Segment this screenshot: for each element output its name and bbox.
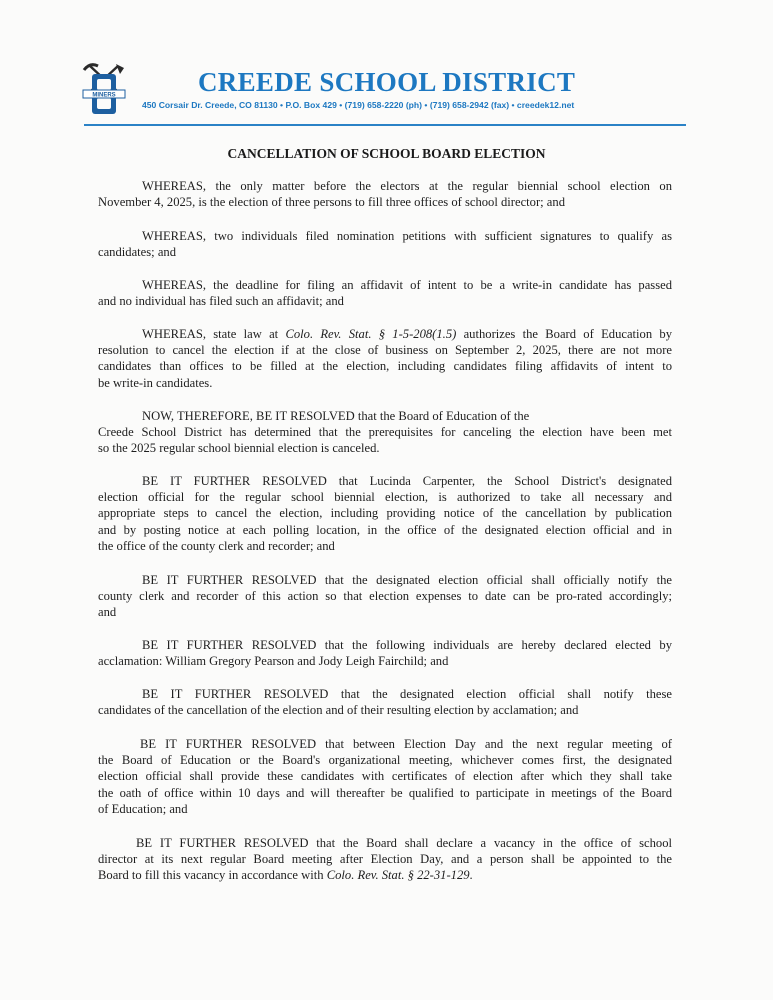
text-line: BE IT FURTHER RESOLVED that the Board shall declare a vacancy in the office of school xyxy=(136,836,672,850)
text-line: WHEREAS, the deadline for filing an affidavit of intent to be a write-in candidate has passed xyxy=(142,278,672,292)
text-line: candidates of the cancellation of the election and of their resulting election by acclamation; and xyxy=(98,703,579,718)
paragraph-further-6 xyxy=(98,835,672,884)
paragraph-resolved xyxy=(98,408,672,457)
paragraph-further-5 xyxy=(98,736,672,817)
contact-line: 450 Corsair Dr. Creede, CO 81130 • P.O. Box 429 • (719) 658-2220 (ph) • (719) 658-2942 (fax) • creedek12.net xyxy=(142,100,575,110)
text-line: BE IT FURTHER RESOLVED that between Election Day and the next regular meeting of xyxy=(140,737,672,751)
text-line: election official for the regular school biennial election, is authorized to take all necessary and xyxy=(98,490,672,505)
paragraph-further-4 xyxy=(98,686,672,718)
text-line: county clerk and recorder of this action so that election expenses to date can be pro-rated accordingly; xyxy=(98,589,672,604)
paragraph-whereas-3 xyxy=(98,277,672,309)
text-line xyxy=(98,244,672,260)
logo-text: MINERS xyxy=(92,92,116,99)
text-line: election official shall provide these candidates with certificates of election after which they shall take xyxy=(98,769,672,784)
text-line xyxy=(98,326,672,342)
page-title: CANCELLATION OF SCHOOL BOARD ELECTION xyxy=(227,146,546,161)
text-line: the office of the county clerk and recorder; and xyxy=(98,538,335,553)
text-line: so the 2025 regular school biennial election is canceled. xyxy=(98,441,380,456)
paragraph-whereas-2 xyxy=(98,228,672,260)
text-line: BE IT FURTHER RESOLVED that the following individuals are hereby declared elected by xyxy=(142,638,672,652)
paragraph-further-3 xyxy=(98,637,672,669)
text-fragment: . xyxy=(469,868,473,883)
text-line: BE IT FURTHER RESOLVED that the designated election official shall notify these xyxy=(142,687,672,701)
paragraph-further-2 xyxy=(98,572,672,621)
text-line: candidates than offices to be filled at the election, including candidates filing affidavits of intent to xyxy=(98,359,672,374)
text-line: WHEREAS, two individuals filed nomination petitions with sufficient signatures to qualify as xyxy=(142,229,672,243)
paragraph-whereas-1 xyxy=(98,178,672,210)
text-line: and xyxy=(98,605,117,620)
text-fragment: WHEREAS, state law at xyxy=(142,327,286,341)
text-line: appropriate steps to cancel the election, including providing notice of the cancellation by publication xyxy=(98,506,672,521)
text-line: be write-in candidates. xyxy=(98,375,213,390)
text-line: and by posting notice at each polling location, in the office of the designated election official and in xyxy=(98,522,672,537)
text-line: resolution to cancel the election if at the close of business on September 2, 2025, there are not more xyxy=(98,343,672,358)
text-line xyxy=(98,867,672,883)
text-line: the oath of office within 10 days and will thereafter be qualified to participate in meetings of the Board xyxy=(98,785,672,800)
text-fragment: and xyxy=(157,245,176,260)
text-line: acclamation: William Gregory Pearson and Jody Leigh Fairchild; and xyxy=(98,654,449,669)
text-line: the Board of Education or the Board's organizational meeting, whichever comes first, the designated xyxy=(98,753,672,768)
text-line: Creede School District has determined that the prerequisites for canceling the election have been met xyxy=(98,425,672,440)
text-line: November 4, 2025, is the election of three persons to fill three offices of school director; and xyxy=(98,195,565,210)
miners-logo-icon xyxy=(80,62,128,118)
text-line: and no individual has filed such an affidavit; and xyxy=(98,294,344,309)
text-fragment: authorizes the Board of Education by xyxy=(456,327,672,341)
paragraph-whereas-4 xyxy=(98,326,672,391)
paragraph-further-1 xyxy=(98,473,672,554)
text-fragment: candidates; xyxy=(98,245,155,260)
text-line: BE IT FURTHER RESOLVED that the designated election official shall officially notify the xyxy=(142,573,672,587)
text-line: WHEREAS, the only matter before the electors at the regular biennial school election on xyxy=(142,179,672,193)
district-name: CREEDE SCHOOL DISTRICT xyxy=(198,67,576,97)
text-line: NOW, THEREFORE, BE IT RESOLVED that the Board of Education of the xyxy=(142,409,530,423)
text-line: director at its next regular Board meeting after Election Day, and a person shall be appointed to the xyxy=(98,852,672,867)
statute-citation: Colo. Rev. Stat. § 22-31-129 xyxy=(326,868,470,883)
statute-citation: Colo. Rev. Stat. § 1-5-208(1.5) xyxy=(285,327,457,341)
text-fragment: Board to fill this vacancy in accordance with xyxy=(98,868,327,883)
text-line: BE IT FURTHER RESOLVED that Lucinda Carpenter, the School District's designated xyxy=(142,474,672,488)
header-divider xyxy=(84,124,686,126)
text-line: of Education; and xyxy=(98,801,188,816)
